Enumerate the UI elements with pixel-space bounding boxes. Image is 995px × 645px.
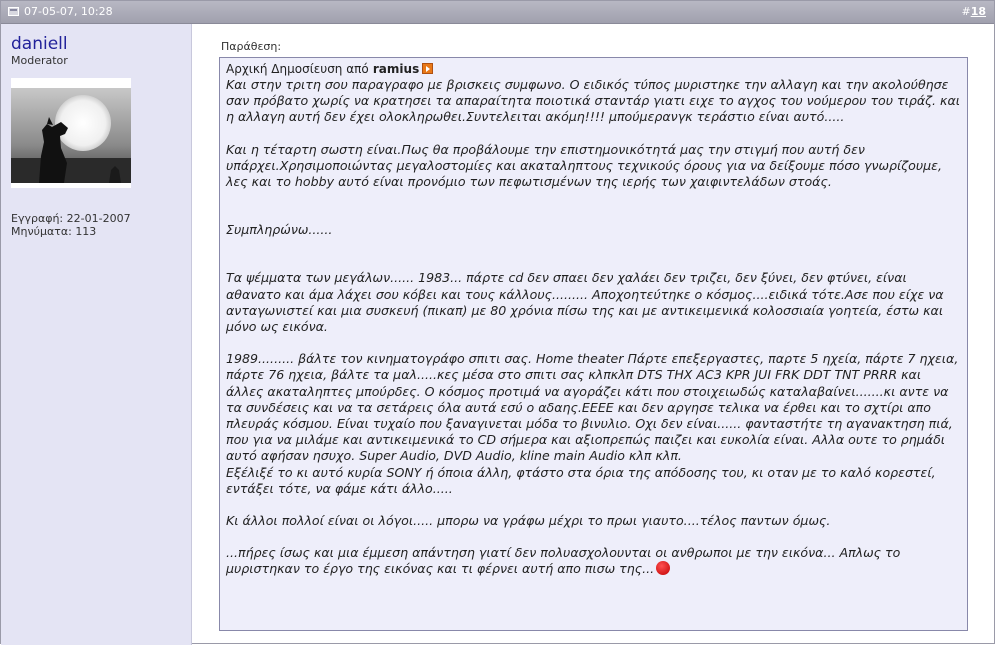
join-date-value: 22-01-2007 — [66, 212, 131, 225]
post-count-label: Μηνύματα: — [11, 225, 72, 238]
user-info-panel — [1, 24, 192, 645]
post-count-value: 113 — [75, 225, 97, 238]
user-title: Moderator — [11, 54, 68, 67]
quote-paragraph: Συμπληρώνω...... — [226, 222, 333, 238]
post-content — [193, 24, 994, 643]
quote-block — [219, 57, 968, 631]
quote-author-name: ramius — [372, 62, 420, 76]
quote-paragraph: Και στην τριτη σου παραγραφο με βρισκεις συμφωνο. Ο ειδικός τύπος μυριστηκε την αλλαγη και την ακολούθησε σαν πρόβατο χωρίς να κρατησει τα απαραίτητα ποιοτικά σταντάρ γιατι ειχε το αγχος του νούμερου του τιράζ. και η αλλαγη αυτή δεν έχει ολοκληρωθει.Συντελειται ακόμη!!!! μπούμερανγκ τεράστιο είναι αυτό..... — [226, 77, 961, 125]
quote-paragraph-last — [226, 545, 961, 577]
post-number-link[interactable]: 18 — [970, 5, 986, 18]
join-date-row — [11, 212, 131, 225]
wolf-moon-avatar-icon — [11, 78, 131, 188]
quote-paragraph: 1989......... βάλτε τον κινηματογράφο σπιτι σας. Home theater Πάρτε επεξεργαστες, παρτε 5 ηχεία, πάρτε 7 ηχεια, πάρτε 76 ηχεια, βάλτε τα μαλ.....κες μέσα στο σπιτι σας κλπκλπ DTS THX AC3 KPR JUI FRK DDT TNT PRRR και άλλες ακαταληπτες μπούρδες. Ο κόσμος προτιμά να αγοράζει κάτι που στοιχειωδώς καταλαβαίνει.......κι αντε να τα συνδέσεις και να τα σετάρεις όλα αυτά εσύ ο αδαης.ΕΕΕΕ και δεν αργησε τελικα να έρθει και το σχτίρι απο πλευράς κόσμου. Είναι τυχαίο που ξαναγινεται μόδα το βινυλιο. Οχι δεν είναι...... φανταστήτε τη αγανακτηση πιά, που για να μιλάμε και αντικειμενικά το CD σήμερα και αξιοπρεπώς παιζει και ευκολία είναι. Αλλα ουτε το ρημάδι αυτό αφήσαν ησυχο. Super Audio, DVD Audio, kline main Audio κλπ κλπ. — [226, 351, 959, 464]
post-status-icon — [8, 7, 19, 16]
quote-paragraph: Τα ψέμματα των μεγάλων...... 1983... πάρτε cd δεν σπαει δεν χαλάει δεν τριζει, δεν ξύνει, δεν φτύνει, είναι αθανατο και άμα λάχει σου κόβει και τους κάλλους......... Αποχοητεύτηκε ο κόσμος....ειδικά τότε.Ασε που είχε να ανταγωνιστεί και μια συσκευή (πικαπ) με 80 χρόνια πίσω της και με αντικειμενικά κολοσσιαία γοητεία, έστω και μόνο ως εικόνα. — [226, 270, 944, 335]
avatar — [11, 78, 131, 188]
post-number — [961, 5, 986, 18]
username-link[interactable]: daniell — [11, 34, 68, 54]
quote-label: Παράθεση: — [221, 40, 282, 53]
post-header — [1, 1, 994, 24]
quote-paragraph: Κι άλλοι πολλοί είναι οι λόγοι..... μπορω να γράφω μέχρι το πρωι γιαυτο....τέλος παντων όμως. — [226, 513, 831, 529]
quote-paragraph: Εξέλιξέ το κι αυτό κυρία SONY ή όποια άλλη, φτάστο στα όρια της απόδοσης του, κι οταν με το καλό κορεστεί, εντάξει τότε, να φάμε κάτι άλλο..... — [226, 464, 936, 496]
user-stats — [11, 212, 131, 238]
quote-paragraph: Και η τέταρτη σωστη είναι.Πως θα προβάλουμε την επιστημονικότητά μας την στιγμή που αυτή δεν υπάρχει.Χρησιμοποιώντας μεγαλοστομίες και ακαταληπτους τεχνικούς όρους για να δείξουμε πόσο γνωρίζουμε, λες και το hobby αυτό είναι προνόμιο των πεφωτισμένων της ιερής των χαιφιντελάδων στοάς. — [226, 141, 942, 190]
angry-smiley-icon — [656, 561, 670, 575]
quote-author-line — [226, 62, 961, 77]
view-post-arrow-icon[interactable] — [422, 63, 433, 74]
quote-paragraph-last-text: ...πήρες ίσως και μια έμμεση απάντηση γιατί δεν πολυασχολουνται οι ανθρωποι με την εικόνα... Απλως το μυριστηκαν το έργο της εικόνας και τι φέρνει αυτή απο πισω της... — [226, 545, 901, 577]
post-count-row — [11, 225, 131, 238]
post-number-prefix: # — [961, 5, 971, 18]
post-date: 07-05-07, 10:28 — [24, 5, 113, 18]
quote-text — [226, 77, 961, 578]
join-date-label: Εγγραφή: — [11, 212, 64, 225]
quote-author-prefix: Αρχική Δημοσίευση από — [226, 62, 369, 76]
